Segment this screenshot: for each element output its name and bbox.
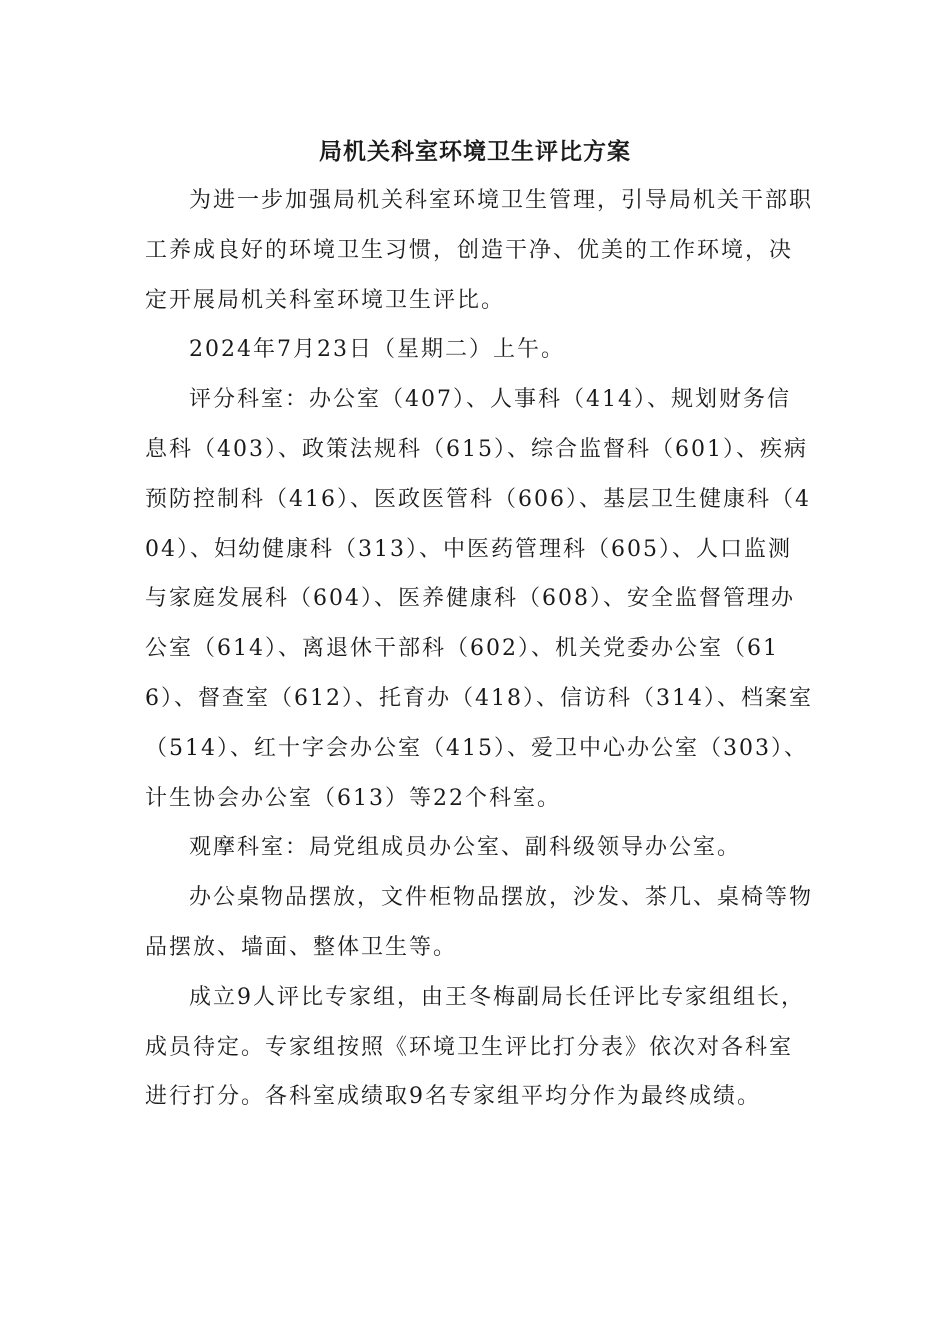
paragraph-scored-offices: 评分科室：办公室（407）、人事科（414）、规划财务信息科（403）、政策法规科（615）、综合监督科（601）、疾病预防控制科（416）、医政医管科（606）、基层卫生健康科（404）、妇幼健康科（313）、中医药管理科（605）、人口监测与家庭发展科（604）、医养健康科（608）、安全监督管理办公室（614）、离退休干部科（602）、机关党委办公室（616）、督查室（612）、托育办（418）、信访科（314）、档案室（514）、红十字会办公室（415）、爱卫中心办公室（303）、计生协会办公室（613）等22个科室。 — [145, 387, 813, 811]
paragraph-observation-offices: 观摩科室：局党组成员办公室、副科级领导办公室。 — [189, 835, 742, 861]
paragraph-time: 2024年7月23日（星期二）上午。 — [189, 337, 565, 363]
paragraph-purpose: 为进一步加强局机关科室环境卫生管理，引导局机关干部职工养成良好的环境卫生习惯，创造干净、优美的工作环境，决定开展局机关科室环境卫生评比。 — [145, 188, 814, 313]
paragraph-expert-panel: 成立9人评比专家组，由王冬梅副局长任评比专家组组长，成员待定。专家组按照《环境卫生评比打分表》依次对各科室进行打分。各科室成绩取9名专家组平均分作为最终成绩。 — [145, 984, 805, 1110]
document-body — [145, 176, 813, 1122]
document-title: 局机关科室环境卫生评比方案 — [319, 138, 631, 165]
paragraph-criteria: 办公桌物品摆放，文件柜物品摆放，沙发、茶几、桌椅等物品摆放、墙面、整体卫生等。 — [145, 885, 814, 960]
